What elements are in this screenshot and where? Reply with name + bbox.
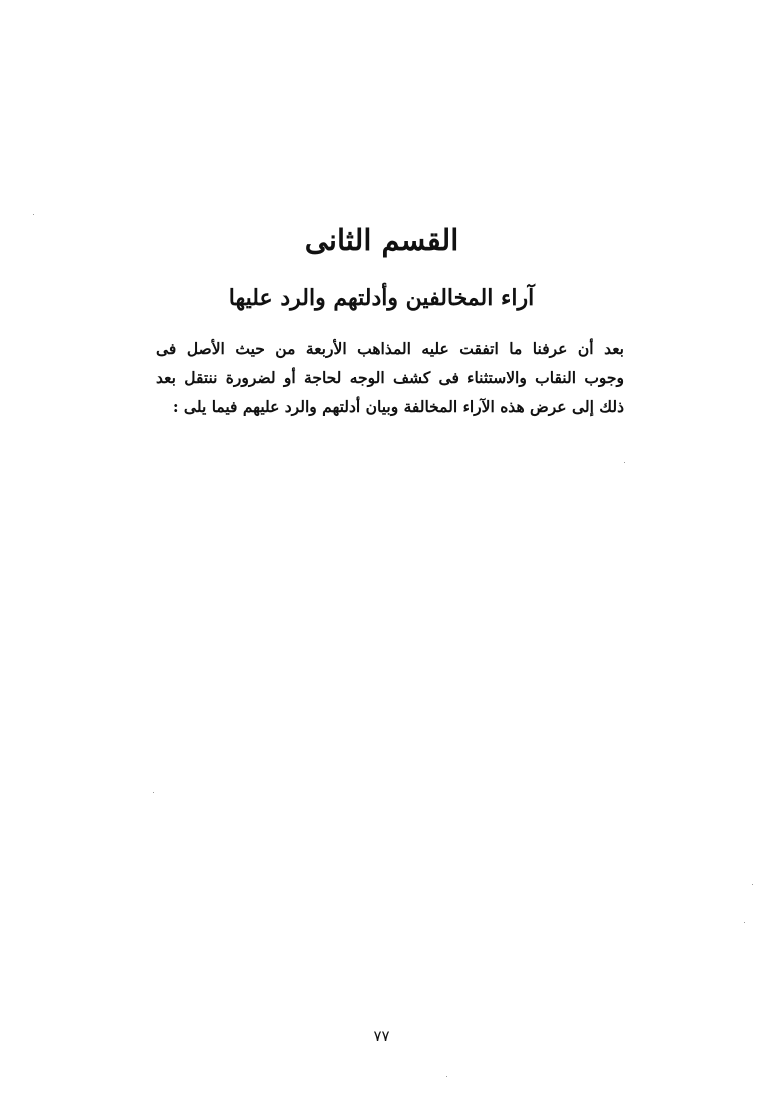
scan-speck [153, 792, 154, 793]
scan-speck [752, 884, 753, 885]
paragraph-line-1: بعد أن عرفنا ما اتفقت عليه المذاهب الأربعة من حيث الأصل فى [156, 339, 624, 358]
paragraph-line-3: ذلك إلى عرض هذه الآراء المخالفة وبيان أدلتهم والرد عليهم فيما يلى : [172, 397, 624, 416]
section-subtitle: آراء المخالفين وأدلتهم والرد عليها [228, 285, 535, 311]
scan-speck [446, 1076, 447, 1077]
section-title: القسم الثانى [304, 223, 459, 257]
scan-speck [744, 922, 745, 923]
scan-speck [624, 462, 625, 463]
body-paragraph [156, 334, 624, 421]
page-number: ٧٧ [373, 1027, 390, 1045]
paragraph-line-2: وجوب النقاب والاستثناء فى كشف الوجه لحاجة أو لضرورة ننتقل بعد [156, 368, 624, 387]
scan-speck [33, 214, 34, 215]
